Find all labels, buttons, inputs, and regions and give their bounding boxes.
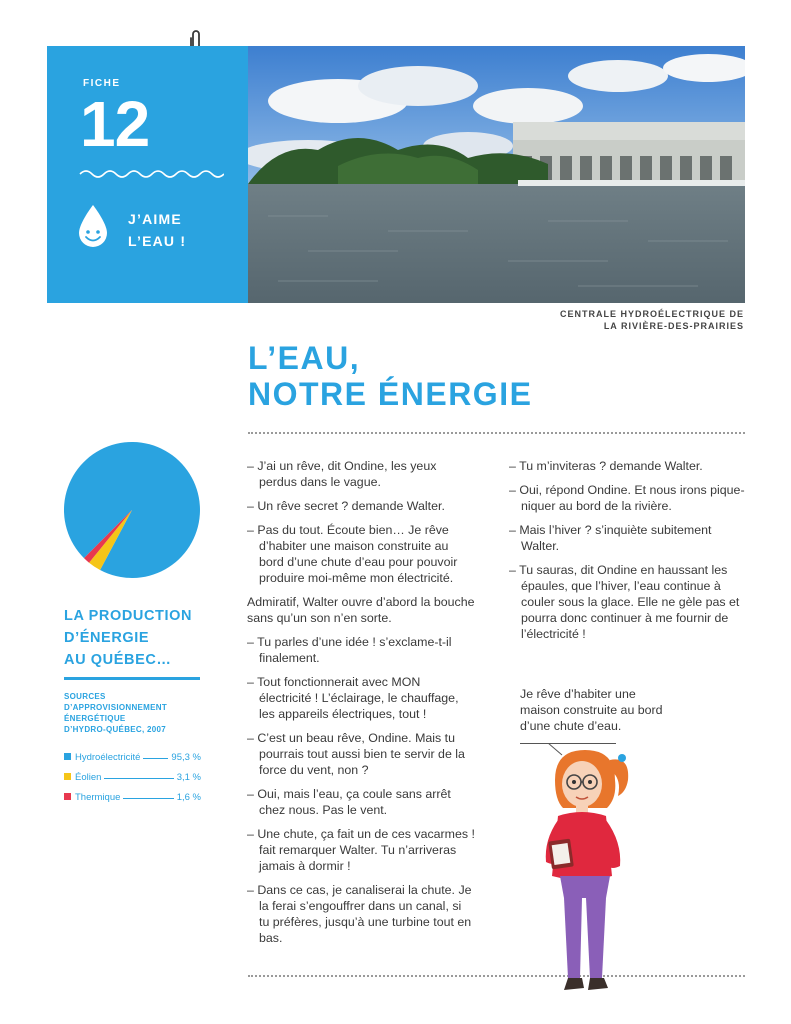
legend-swatch — [64, 793, 71, 800]
dialogue-line: – Tu m’inviteras ? demande Walter. — [509, 459, 703, 473]
dialogue-line: – Oui, mais l’eau, ça coule sans arrêt chez nous. Pas le vent. — [247, 787, 451, 817]
tagline-line2: L’EAU ! — [128, 233, 187, 249]
sidebar-heading — [64, 605, 192, 671]
legend-value: 1,6 % — [176, 792, 201, 803]
legend-label: Hydroélectricité — [75, 752, 141, 763]
dialogue-line: – Une chute, ça fait un de ces vacarmes ! fait remarquer Walter. Tu n’arriveras jamais à dormir ! — [247, 827, 475, 873]
dialogue-line: – Pas du tout. Écoute bien… Je rêve d’habiter une maison construite au bord d’une chute d’eau pour pouvoir produire moi-même mon électricité. — [247, 523, 458, 585]
photo-caption — [484, 308, 744, 332]
water-drop-smile-icon — [76, 203, 110, 249]
leader-line — [143, 758, 168, 759]
waves-icon — [78, 166, 224, 182]
dialogue-line: – C’est un beau rêve, Ondine. Mais tu pourrais tout aussi bien te servir de la force du vent, non ? — [247, 731, 465, 777]
legend-row-hydro — [64, 743, 201, 763]
energy-pie-chart — [62, 440, 202, 580]
sources-heading — [64, 691, 214, 735]
caption-line1: CENTRALE HYDROÉLECTRIQUE DE — [559, 309, 744, 319]
dialogue-line: – Oui, répond Ondine. Et nous irons pique-niquer au bord de la rivière. — [509, 483, 745, 513]
speech-bubble-text: Je rêve d’habiter une maison construite au bord d’une chute d’eau. — [520, 687, 663, 733]
sidebar-heading-line3: AU QUÉBEC… — [64, 652, 172, 668]
legend-row-thermique — [64, 783, 201, 803]
ondine-character-illustration — [530, 740, 640, 1000]
caption-line2: LA RIVIÈRE-DES-PRAIRIES — [603, 321, 744, 331]
narration-paragraph: Admiratif, Walter ouvre d’abord la bouche sans qu’un son n’en sorte. — [247, 595, 475, 625]
pie-slice-1 — [64, 442, 200, 578]
title-line1: L’EAU, — [248, 340, 361, 376]
legend-label: Éolien — [75, 772, 102, 783]
sidebar-rule — [64, 677, 200, 680]
legend-row-eolien — [64, 763, 201, 783]
sources-line: ÉNERGÉTIQUE — [64, 714, 126, 723]
legend-swatch — [64, 773, 71, 780]
fiche-number: 12 — [80, 88, 150, 160]
sidebar-heading-line2: D’ÉNERGIE — [64, 630, 150, 646]
title-line2: NOTRE ÉNERGIE — [248, 376, 533, 412]
dialogue-line: – Mais l’hiver ? s’inquiète subitement Walter. — [509, 523, 712, 553]
leader-line — [104, 778, 173, 779]
legend-value: 95,3 % — [171, 752, 201, 763]
tagline-line1: J’AIME — [128, 211, 182, 227]
dam-photo — [248, 46, 745, 303]
dialogue-line: – Un rêve secret ? demande Walter. — [247, 499, 445, 513]
divider-bottom — [248, 975, 745, 977]
story-column-2 — [509, 458, 745, 650]
fiche-label: FICHE — [83, 78, 121, 89]
page-title — [248, 340, 532, 412]
sources-line: SOURCES — [64, 692, 106, 701]
sidebar-heading-line1: LA PRODUCTION — [64, 608, 193, 624]
story-column-1 — [247, 458, 475, 954]
dialogue-line: – Tu sauras, dit Ondine en haussant les épaules, que l’hiver, l’eau continue à couler sous la glace. Elle ne gèle pas et pourra donc continuer à me fournir de l’électricité ! — [509, 563, 740, 641]
pie-legend — [64, 743, 201, 803]
dialogue-line: – Tu parles d’une idée ! s’exclame-t-il finalement. — [247, 635, 452, 665]
dialogue-line: – J’ai un rêve, dit Ondine, les yeux perdus dans le vague. — [247, 459, 437, 489]
leader-line — [123, 798, 173, 799]
legend-swatch — [64, 753, 71, 760]
legend-label: Thermique — [75, 792, 121, 803]
sources-line: D’APPROVISIONNEMENT — [64, 703, 168, 712]
dialogue-line: – Dans ce cas, je canaliserai la chute. Je la ferai s’engouffrer dans un canal, si tu préfères, jusqu’à une turbine tout en bas. — [247, 883, 472, 945]
legend-value: 3,1 % — [176, 772, 201, 783]
sources-line: D’HYDRO-QUÉBEC, 2007 — [64, 725, 167, 734]
dialogue-line: – Tout fonctionnerait avec MON électricité ! L’éclairage, le chauffage, les appareils électriques, tout ! — [247, 675, 459, 721]
divider-top — [248, 432, 745, 434]
tagline — [128, 208, 186, 252]
